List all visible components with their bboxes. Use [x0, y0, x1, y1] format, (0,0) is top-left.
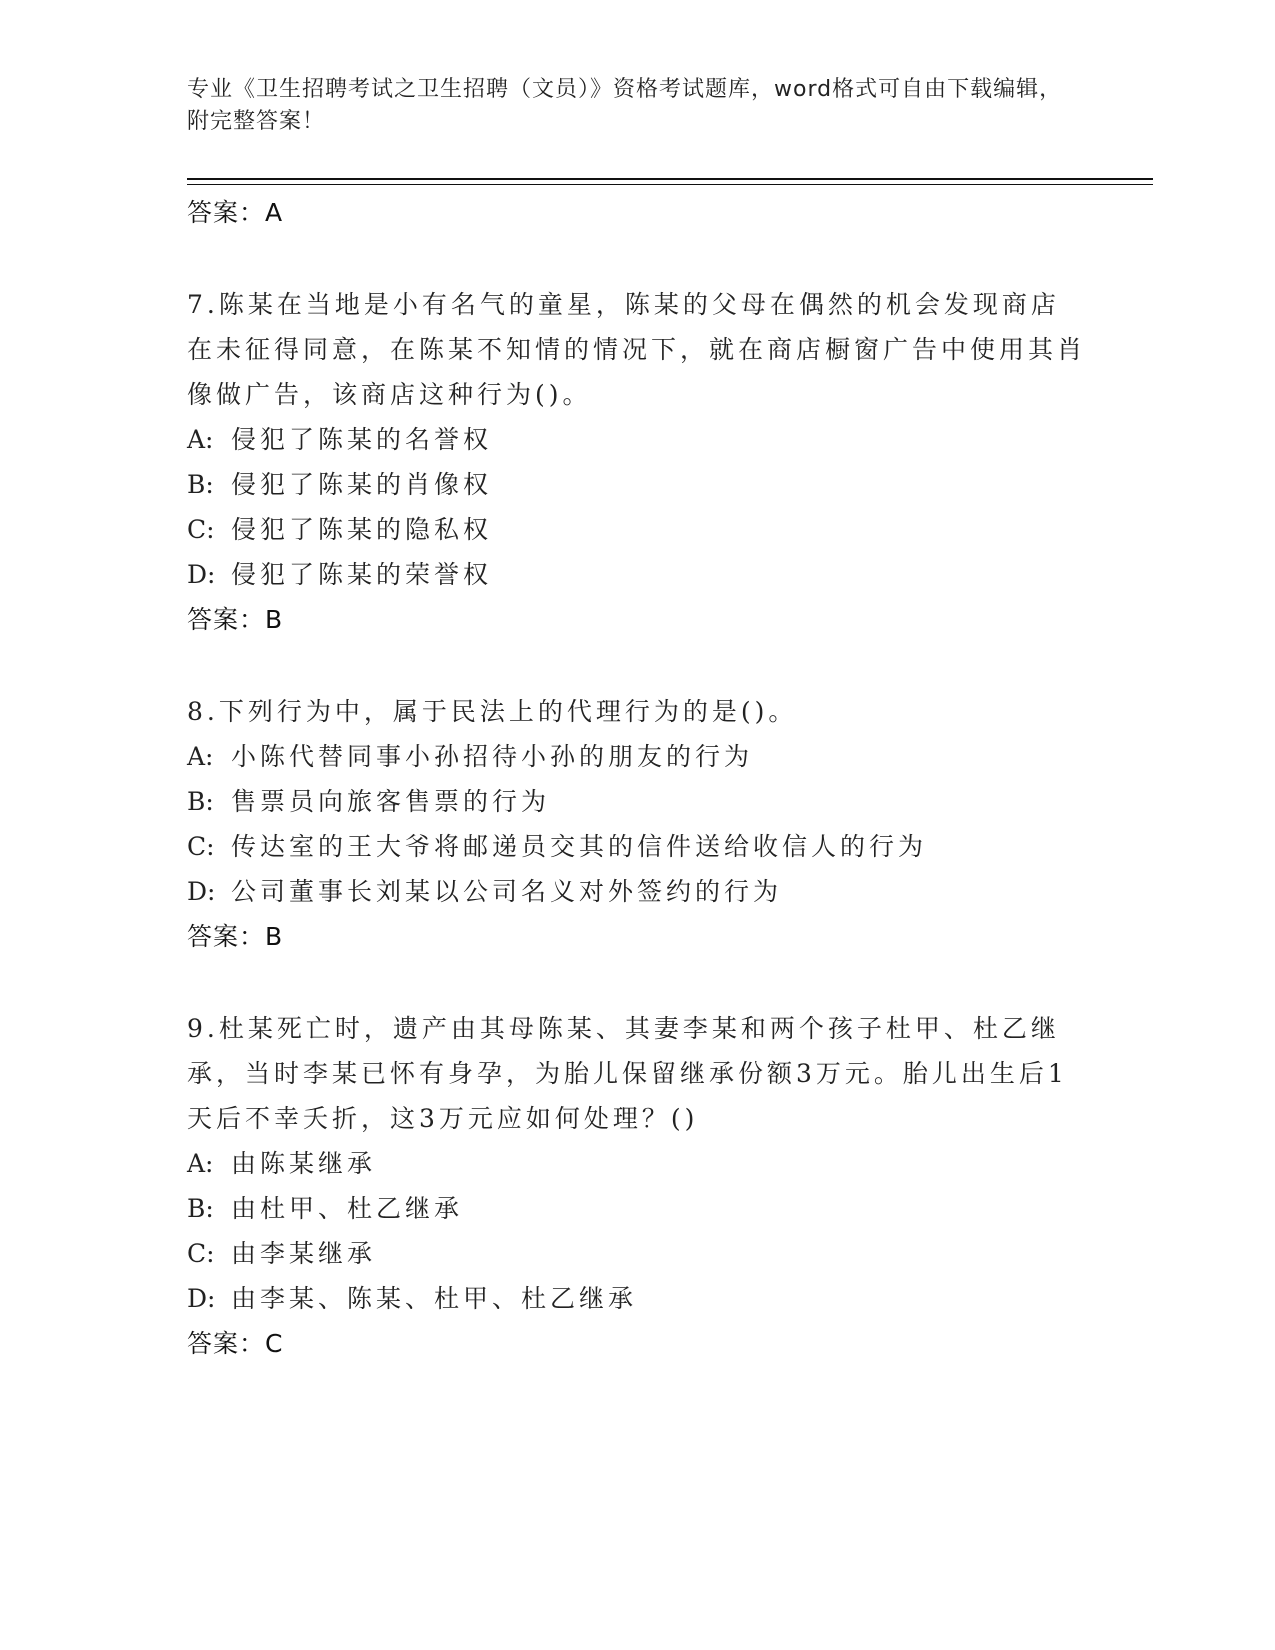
question-list	[187, 190, 1087, 1366]
option-text: 侵犯了陈某的名誉权	[231, 425, 493, 454]
option-text: 由李某继承	[231, 1239, 377, 1268]
question-item	[187, 1006, 1087, 1366]
answer-label: 答案：A	[187, 198, 284, 227]
option-text: 由李某、陈某、杜甲、杜乙继承	[231, 1284, 638, 1313]
option-text: 由杜甲、杜乙继承	[231, 1194, 464, 1223]
answer-label: 答案：B	[187, 922, 284, 951]
option-d	[187, 1276, 1087, 1321]
option-text: 传达室的王大爷将邮递员交其的信件送给收信人的行为	[231, 832, 928, 861]
document-header: 专业《卫生招聘考试之卫生招聘（文员）》资格考试题库，word格式可自由下载编辑，附完整答案！	[187, 77, 1063, 134]
option-letter: A:	[187, 1149, 214, 1178]
header-divider-thin	[187, 184, 1153, 185]
option-text: 售票员向旅客售票的行为	[231, 787, 551, 816]
option-letter: C:	[187, 1239, 215, 1268]
question-item	[187, 689, 1087, 959]
option-a	[187, 1141, 1087, 1186]
option-letter: B:	[187, 787, 214, 816]
header-divider	[187, 178, 1153, 180]
option-text: 侵犯了陈某的荣誉权	[231, 560, 493, 589]
question-stem: 9.杜某死亡时，遗产由其母陈某、其妻李某和两个孩子杜甲、杜乙继承，当时李某已怀有身孕，为胎儿保留继承份额3万元。胎儿出生后1天后不幸夭折，这3万元应如何处理？()	[187, 1014, 1068, 1133]
option-letter: B:	[187, 1194, 214, 1223]
option-letter: D:	[187, 560, 216, 589]
option-c	[187, 824, 1087, 869]
option-text: 公司董事长刘某以公司名义对外签约的行为	[231, 877, 783, 906]
option-letter: A:	[187, 742, 214, 771]
option-text: 小陈代替同事小孙招待小孙的朋友的行为	[231, 742, 754, 771]
option-letter: D:	[187, 1284, 216, 1313]
option-letter: C:	[187, 832, 215, 861]
question-stem: 8.下列行为中，属于民法上的代理行为的是()。	[187, 697, 798, 726]
option-text: 侵犯了陈某的肖像权	[231, 470, 493, 499]
option-text: 侵犯了陈某的隐私权	[231, 515, 493, 544]
option-text: 由陈某继承	[231, 1149, 377, 1178]
option-letter: C:	[187, 515, 215, 544]
option-a	[187, 734, 1087, 779]
answer-label: 答案：C	[187, 1329, 284, 1358]
option-letter: A:	[187, 425, 214, 454]
option-c	[187, 1231, 1087, 1276]
question-item	[187, 282, 1087, 642]
option-c	[187, 507, 1087, 552]
option-b	[187, 779, 1087, 824]
answer-label: 答案：B	[187, 605, 284, 634]
option-d	[187, 869, 1087, 914]
option-letter: B:	[187, 470, 214, 499]
option-a	[187, 417, 1087, 462]
option-b	[187, 1186, 1087, 1231]
option-letter: D:	[187, 877, 216, 906]
option-b	[187, 462, 1087, 507]
option-d	[187, 552, 1087, 597]
question-stem: 7.陈某在当地是小有名气的童星，陈某的父母在偶然的机会发现商店在未征得同意，在陈某不知情的情况下，就在商店橱窗广告中使用其肖像做广告，该商店这种行为()。	[187, 290, 1087, 409]
